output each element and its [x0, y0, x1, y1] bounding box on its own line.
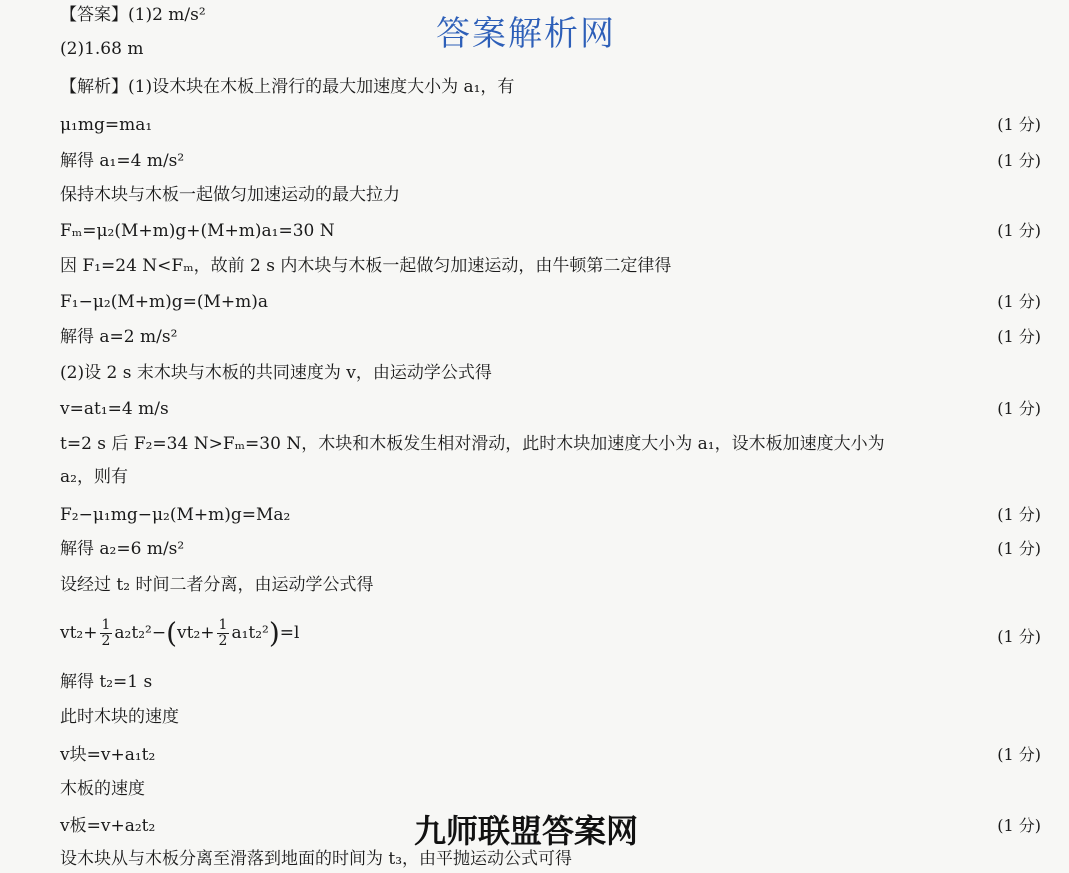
watermark-bottom: 九师联盟答案网 — [414, 812, 639, 850]
left-paren: ( — [166, 616, 178, 650]
fraction-numerator: 1 — [218, 617, 228, 633]
line-text: v块=v+a₁t₂ — [60, 745, 156, 765]
line-text: F₁−μ₂(M+m)g=(M+m)a — [60, 292, 269, 312]
score-label: (1 分) — [997, 505, 1041, 524]
score-label: (1 分) — [997, 816, 1041, 835]
fraction-half — [100, 618, 113, 649]
score-label: (1 分) — [997, 115, 1041, 134]
score-label: (1 分) — [997, 627, 1041, 646]
line-text: 设经过 t₂ 时间二者分离，由运动学公式得 — [60, 575, 374, 595]
line-text: (2)设 2 s 末木块与木板的共同速度为 v，由运动学公式得 — [60, 363, 492, 383]
line-text: v板=v+a₂t₂ — [60, 816, 156, 836]
line-text: v=at₁=4 m/s — [60, 399, 169, 419]
fraction-denominator: 2 — [101, 633, 111, 649]
line-text: t=2 s 后 F₂=34 N>Fₘ=30 N，木块和木板发生相对滑动，此时木块加速度大小为 a₁，设木板加速度大小为 — [60, 434, 885, 454]
line-text: F₂−μ₁mg−μ₂(M+m)g=Ma₂ — [60, 505, 291, 525]
line-text: 解得 a=2 m/s² — [60, 327, 178, 347]
equation-part: =l — [279, 623, 300, 643]
score-label: (1 分) — [997, 151, 1041, 170]
equation-part: a₁t₂² — [231, 623, 269, 643]
fraction-half — [217, 618, 230, 649]
line-text: 设木块从与木板分离至滑落到地面的时间为 t₃，由平抛运动公式可得 — [60, 849, 573, 869]
equation-part: vt₂+ — [177, 623, 215, 643]
line-text: 解得 a₂=6 m/s² — [60, 539, 185, 559]
line-text: 保持木块与木板一起做匀加速运动的最大拉力 — [60, 185, 400, 205]
equation-part: vt₂+ — [60, 623, 98, 643]
line-text: 解得 t₂=1 s — [60, 672, 153, 692]
fraction-equation — [60, 618, 299, 649]
score-label: (1 分) — [997, 327, 1041, 346]
score-label: (1 分) — [997, 745, 1041, 764]
line-text: 此时木块的速度 — [60, 707, 179, 727]
line-text: 【解析】(1)设木块在木板上滑行的最大加速度大小为 a₁，有 — [60, 77, 515, 97]
score-label: (1 分) — [997, 539, 1041, 558]
fraction-denominator: 2 — [218, 633, 228, 649]
score-label: (1 分) — [997, 221, 1041, 240]
fraction-numerator: 1 — [101, 617, 111, 633]
line-text: Fₘ=μ₂(M+m)g+(M+m)a₁=30 N — [60, 221, 335, 241]
line-text: a₂，则有 — [60, 467, 128, 487]
line-text: μ₁mg=ma₁ — [60, 115, 153, 135]
line-text: (2)1.68 m — [60, 39, 144, 59]
equation-part: a₂t₂²− — [114, 623, 167, 643]
line-text: 因 F₁=24 N<Fₘ，故前 2 s 内木块与木板一起做匀加速运动，由牛顿第二定律得 — [60, 256, 672, 276]
line-text: 解得 a₁=4 m/s² — [60, 151, 185, 171]
line-text: 【答案】(1)2 m/s² — [60, 5, 206, 25]
score-label: (1 分) — [997, 292, 1041, 311]
score-label: (1 分) — [997, 399, 1041, 418]
watermark-top: 答案解析网 — [436, 14, 616, 54]
right-paren: ) — [268, 616, 280, 650]
line-text: 木板的速度 — [60, 779, 145, 799]
